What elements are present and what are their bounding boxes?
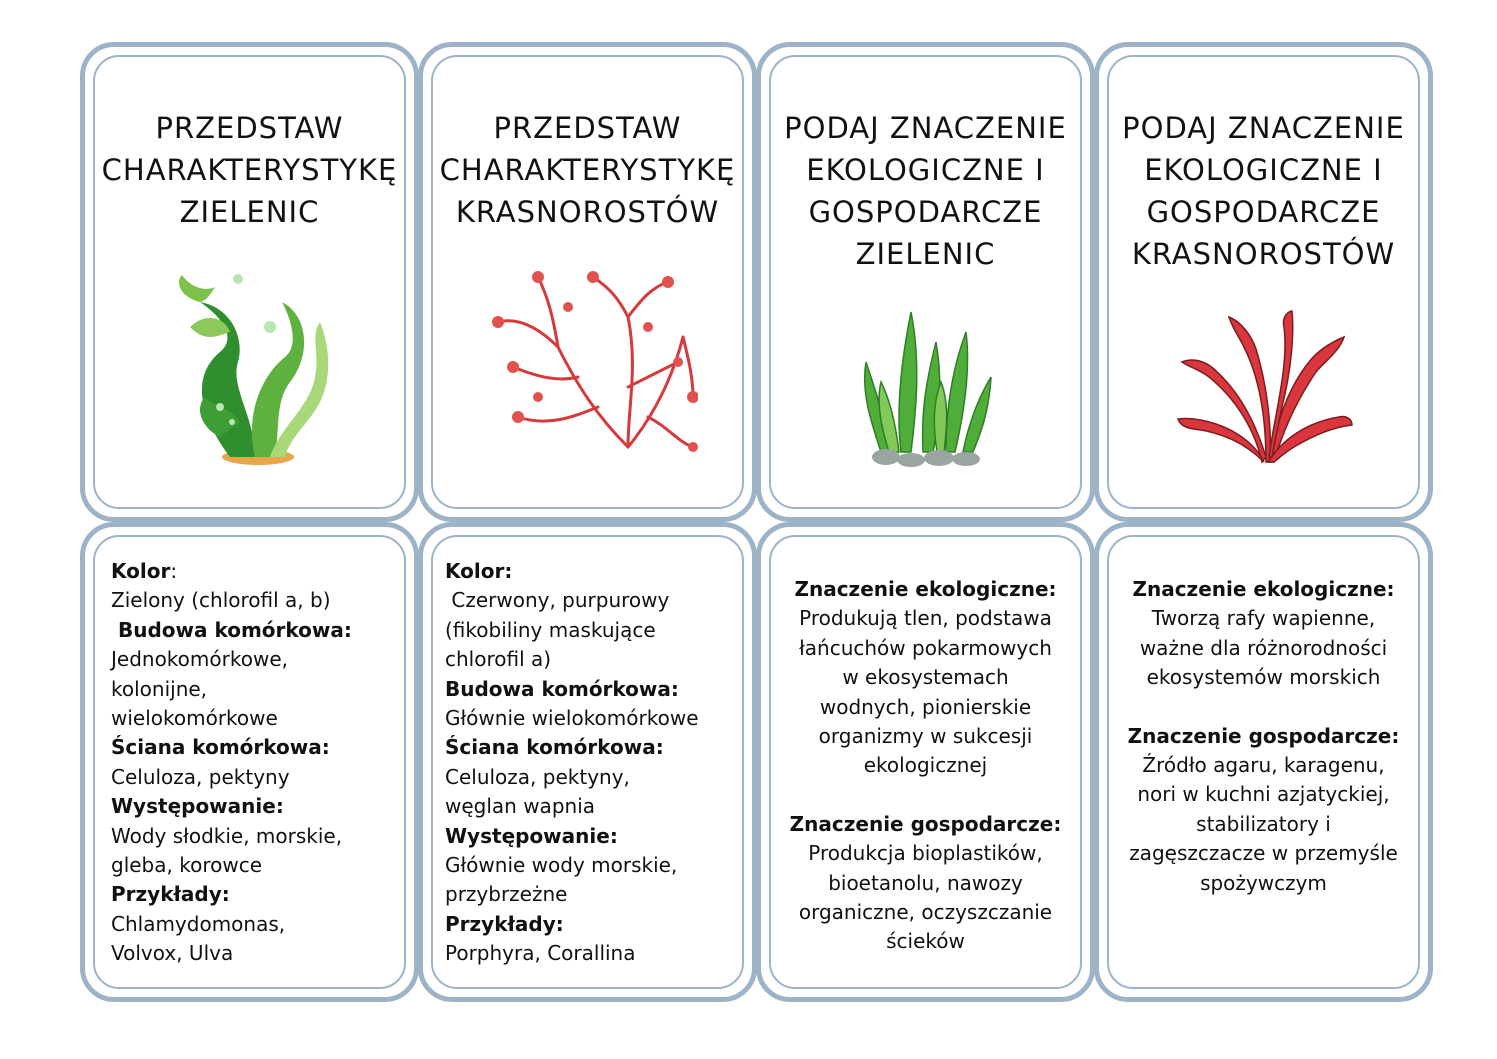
- label-budowa: Budowa komórkowa:: [111, 617, 352, 642]
- text-line: organiczne, oczyszczanie: [798, 900, 1053, 925]
- text-line: ekologicznej: [863, 753, 988, 778]
- text-line: Celuloza, pektyny: [111, 764, 290, 789]
- card-body: [767, 575, 1084, 957]
- text-line: ścieków: [886, 929, 965, 954]
- text-line: Produkcja bioplastików,: [808, 841, 1043, 866]
- text-line: Volvox, Ulva: [111, 941, 234, 966]
- title-line: GOSPODARCZE: [1146, 195, 1381, 229]
- card-title: [761, 107, 1090, 275]
- card-green-algae-question: [80, 42, 419, 522]
- text-line: Zielony (chlorofil a, b): [111, 588, 331, 613]
- card-red-algae-importance-question: [1094, 42, 1433, 522]
- text-line: kolonijne,: [111, 676, 208, 701]
- card-red-algae-importance-answer: [1094, 522, 1433, 1002]
- card-title: [1099, 107, 1428, 275]
- label-sciana: Ściana komórkowa:: [445, 735, 664, 760]
- text-line: łańcuchów pokarmowych: [799, 635, 1052, 660]
- red-coral-algae-icon: [1174, 307, 1354, 467]
- text-line: Produkują tlen, podstawa: [799, 606, 1052, 631]
- text-line: przybrzeżne: [445, 882, 568, 907]
- title-line: PODAJ ZNACZENIE: [784, 111, 1067, 145]
- title-line: KRASNOROSTÓW: [455, 195, 720, 229]
- text-line: Głównie wielokomórkowe: [445, 706, 699, 731]
- title-line: PRZEDSTAW: [155, 111, 344, 145]
- title-line: KRASNOROSTÓW: [1131, 237, 1396, 271]
- text-line: ekosystemów morskich: [1146, 665, 1381, 690]
- text-line: spożywczym: [1200, 870, 1327, 895]
- label-przyklady: Przykłady:: [111, 882, 230, 907]
- title-line: ZIELENIC: [855, 237, 996, 271]
- text-line: wielokomórkowe: [111, 706, 278, 731]
- green-seaweed-icon: [160, 257, 340, 472]
- title-line: PODAJ ZNACZENIE: [1122, 111, 1405, 145]
- text-line: organizmy w sukcesji: [818, 724, 1033, 749]
- label-ecological: Znaczenie ekologiczne:: [1132, 577, 1395, 601]
- card-body: [1105, 575, 1422, 898]
- text-line: Czerwony, purpurowy: [445, 588, 670, 613]
- title-line: ZIELENIC: [179, 195, 320, 229]
- title-line: EKOLOGICZNE I: [806, 153, 1045, 187]
- text-line: bioetanolu, nawozy: [828, 870, 1023, 895]
- title-line: GOSPODARCZE: [808, 195, 1043, 229]
- text-line: Wody słodkie, morskie,: [111, 823, 343, 848]
- label-kolor: Kolor: [111, 559, 171, 583]
- text-line: Porphyra, Corallina: [445, 941, 636, 966]
- spacer: [1105, 693, 1422, 722]
- label-wystepowanie: Występowanie:: [445, 823, 618, 848]
- text-line: wodnych, pionierskie: [819, 694, 1032, 719]
- title-line: CHARAKTERYSTYKĘ: [439, 153, 736, 187]
- label-kolor: Kolor:: [445, 559, 513, 583]
- card-green-algae-importance-answer: [756, 522, 1095, 1002]
- text-line: Tworzą rafy wapienne,: [1151, 606, 1376, 631]
- title-line: EKOLOGICZNE I: [1144, 153, 1383, 187]
- text-line: węglan wapnia: [445, 794, 595, 819]
- card-title: [423, 107, 752, 233]
- text-line: Chlamydomonas,: [111, 911, 286, 936]
- text-line: stabilizatory i: [1196, 811, 1331, 836]
- text-line: Źródło agaru, karagenu,: [1142, 753, 1385, 778]
- card-red-algae-question: [418, 42, 757, 522]
- card-body: [111, 557, 400, 969]
- label-economic: Znaczenie gospodarcze:: [789, 811, 1062, 836]
- text-line: ważne dla różnorodności: [1139, 635, 1388, 660]
- title-line: PRZEDSTAW: [493, 111, 682, 145]
- card-red-algae-answer: [418, 522, 757, 1002]
- card-title: [85, 107, 414, 233]
- text-line: Głównie wody morskie,: [445, 853, 678, 878]
- text-line: gleba, korowce: [111, 853, 263, 878]
- card-green-algae-importance-question: [756, 42, 1095, 522]
- card-body: [445, 557, 738, 969]
- text-line: Celuloza, pektyny,: [445, 764, 630, 789]
- label-budowa: Budowa komórkowa:: [445, 676, 679, 701]
- text-line: w ekosystemach: [842, 665, 1009, 690]
- text-line: (fikobiliny maskujące: [445, 617, 656, 642]
- text-line: chlorofil a): [445, 647, 552, 672]
- text-line: nori w kuchni azjatyckiej,: [1137, 782, 1390, 807]
- label-sciana: Ściana komórkowa:: [111, 735, 330, 760]
- label-economic: Znaczenie gospodarcze:: [1127, 723, 1400, 748]
- text-line: zagęszczacze w przemyśle: [1129, 841, 1398, 866]
- card-green-algae-answer: [80, 522, 419, 1002]
- spacer: [767, 781, 1084, 810]
- text-line: Jednokomórkowe,: [111, 647, 288, 672]
- green-plant-icon: [851, 302, 1001, 467]
- label-ecological: Znaczenie ekologiczne:: [794, 577, 1057, 601]
- title-line: CHARAKTERYSTYKĘ: [101, 153, 398, 187]
- red-algae-icon: [478, 267, 698, 462]
- label-colon: :: [170, 559, 178, 583]
- label-wystepowanie: Występowanie:: [111, 794, 284, 819]
- label-przyklady: Przykłady:: [445, 911, 564, 936]
